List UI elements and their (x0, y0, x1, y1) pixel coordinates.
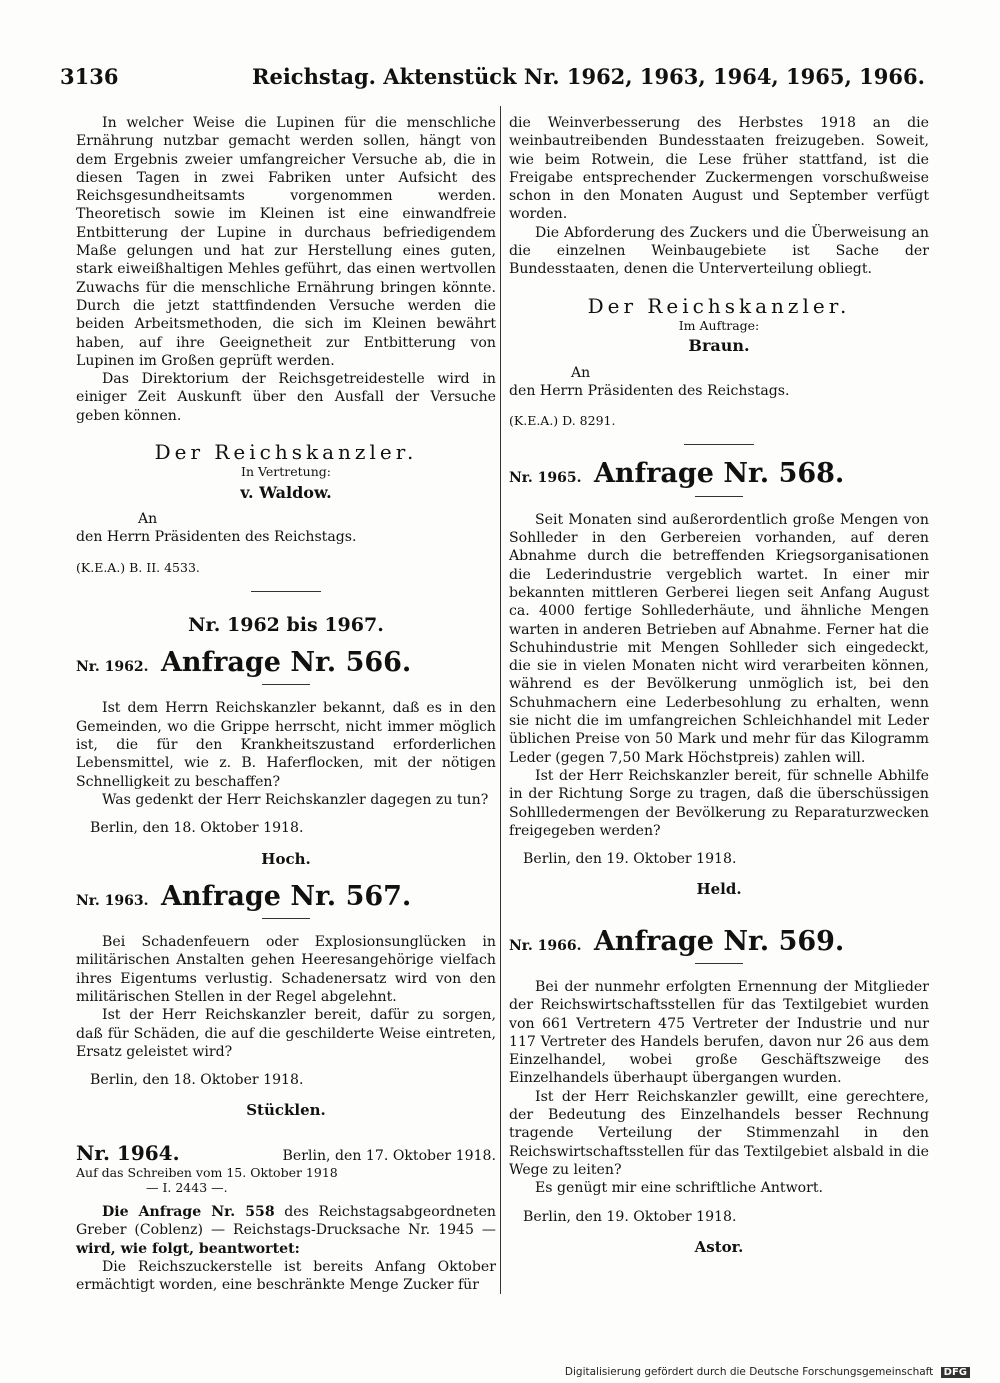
page-header (60, 64, 940, 94)
section-number: Nr. 1963. (76, 892, 149, 909)
reference-number: (K.E.A.) B. II. 4533. (76, 559, 200, 575)
reference-line: — I. 2443 —. (146, 1180, 228, 1196)
answer-bold: Die Anfrage Nr. 558 (102, 1204, 275, 1221)
section-heading-1965 (509, 458, 929, 490)
paragraph: die Weinverbesserung des Herbstes 1918 an die weinbautreibenden Bundesstaaten freizugeben. Soweit, wie beim Rotwein, die Lese früher stattfand, ist die Freigabe entsprechender Zuckermengen vorschußweise schon in den Monaten August und September verfügt worden. (509, 115, 929, 223)
signature-block (509, 293, 929, 356)
footer-credit (565, 1366, 970, 1378)
date-line: Berlin, den 19. Oktober 1918. (523, 1208, 737, 1225)
signature-role: In Vertretung: (241, 464, 331, 480)
section-title: Anfrage Nr. 566. (160, 647, 412, 679)
signature-title: Der Reichskanzler. (587, 293, 851, 318)
section-number: Nr. 1964. (76, 1140, 180, 1165)
page-number: 3136 (60, 64, 119, 89)
footer-text: Digitalisierung gefördert durch die Deutsche Forschungsgemeinschaft (564, 1366, 934, 1378)
signer-name: Stücklen. (246, 1101, 326, 1120)
signature-name: v. Waldow. (240, 482, 332, 502)
section-heading-1964 (76, 1140, 496, 1165)
paragraph: Ist der Herr Reichskanzler bereit, dafür zu sorgen, daß für Schäden, die auf die geschilderte Weise eintreten, Ersatz geleistet wird? (76, 1007, 496, 1060)
paragraph: Es genügt mir eine schriftliche Antwort. (535, 1180, 823, 1197)
signature-title: Der Reichskanzler. (154, 440, 418, 465)
left-column (76, 114, 496, 1295)
signer-name: Astor. (694, 1237, 744, 1256)
paragraph: Was gedenkt der Herr Reichskanzler dagegen zu tun? (102, 791, 489, 808)
section-number: Nr. 1966. (509, 937, 582, 954)
section-title: Anfrage Nr. 568. (593, 458, 845, 490)
answer-paragraph (76, 1203, 496, 1258)
paragraph: Das Direktorium der Reichsgetreidestelle wird in einiger Zeit Auskunft über den Ausfall der Versuche geben können. (76, 371, 496, 424)
paragraph: Ist der Herr Reichskanzler gewillt, eine gerechtere, der Bedeutung des Einzelhandels besser Rechnung tragende Verteilung der Stimmenzahl in den Reichswirtschaftsstellen für das Textilgebiet alsbald in die Wege zu leiten? (509, 1088, 929, 1178)
paragraph: Die Abforderung des Zuckers und die Überweisung an die einzelnen Weinbaugebiete ist Sache der Bundesstaaten, denen die Unterverteilung obliegt. (509, 224, 929, 278)
address-an: An (571, 364, 591, 381)
section-number: Nr. 1965. (509, 470, 582, 487)
answer-bold: wird, wie folgt, beantwortet: (76, 1240, 300, 1257)
answer-text: des Reichstagsabgeordneten Greber (Coblenz) — Reichstags-Drucksache Nr. 1945 — (76, 1204, 496, 1239)
separator-rule (262, 684, 310, 685)
right-column (509, 114, 929, 1256)
paragraph: Seit Monaten sind außerordentlich große Mengen von Sohlleder in den Gerbereien vorhanden, auf deren Abnahme durch die betreffenden Kriegsorganisationen die Lederindustrie vergeblich wartet. In einer mir bekannten mittleren Gerberei liegen seit Anfang August ca. 4000 fertige Sohllederhäute, und ähnliche Mengen warten in anderen Betrieben auf Abnahme. Ferner hat die Schuhindustrie mit Mengen Sohlleder sich eingedeckt, die sie in vielen Monaten nicht wird verarbeiten können, während es der Bevölkerung unmöglich ist, bei den Schuhmachern eine Lederbesohlung zu erhalten, wenn sie nicht die im umfangreichen Schleichhandel mit Leder üblichen Preise von 50 Mark und mehr für das Kilogramm Leder (gegen 7,50 Mark Höchstpreis) zahlen will. (509, 511, 929, 766)
paragraph: Bei Schadenfeuern oder Explosionsunglücken in militärischen Anstalten gehen Heeresangehörige vielfach ihres Eigentums verlustig. Schadenersatz wird von den militärischen Stellen in der Regel abgelehnt. (76, 934, 496, 1005)
section-number: Nr. 1962. (76, 659, 149, 676)
paragraph: Die Reichszuckerstelle ist bereits Anfang Oktober ermächtigt worden, eine beschränkte Menge Zucker für (76, 1258, 496, 1294)
reference-line: Auf das Schreiben vom 15. Oktober 1918 (76, 1165, 338, 1181)
date-line: Berlin, den 18. Oktober 1918. (90, 820, 304, 837)
column-divider (500, 106, 501, 1294)
signer-name: Hoch. (261, 849, 311, 868)
separator-rule (695, 963, 743, 964)
section-title: Anfrage Nr. 569. (593, 925, 845, 957)
paragraph: Ist dem Herrn Reichskanzler bekannt, daß es in den Gemeinden, wo die Grippe herrscht, nicht immer möglich ist, die für den Krankheitszustand erforderlichen Lebensmittel, wie z. B. Haferflocken, mit der nötigen Schnelligkeit zu beschaffen? (76, 700, 496, 790)
date-line: Berlin, den 19. Oktober 1918. (523, 851, 737, 868)
addressee: den Herrn Präsidenten des Reichstags. (76, 529, 357, 546)
date-line: Berlin, den 18. Oktober 1918. (90, 1072, 304, 1089)
address-an: An (138, 510, 158, 527)
running-head: Reichstag. Aktenstück Nr. 1962, 1963, 1964, 1965, 1966. (252, 64, 925, 89)
addressee: den Herrn Präsidenten des Reichstags. (509, 382, 790, 399)
separator-rule (684, 444, 754, 445)
signature-block (76, 440, 496, 502)
paragraph: In welcher Weise die Lupinen für die menschliche Ernährung nutzbar gemacht werden sollen, hängt von dem Ergebnis zweier umfangreicher Versuche ab, die in diesen Tagen in zwei Fabriken unter Aufsicht des Reichsgesundheitsamts vorgenommen werden. Theoretisch sowie im Kleinen ist eine einwandfreie Entbitterung der Lupine in durchaus befriedigendem Maße gelungen und hat zur Herstellung eines guten, stark eiweißhaltigen Mehles geführt, das einen wertvollen Zuwachs für die menschliche Ernährung bringen könnte. Durch die jetzt stattfindenden Versuche werden die beiden Arbeitsmethoden, die sich im Kleinen bewährt haben, auf ihre Geeignetheit zur Entbitterung von Lupinen im Großen geprüft werden. (76, 115, 496, 369)
dfg-logo: DFG (941, 1367, 970, 1378)
signature-name: Braun. (688, 336, 750, 356)
section-heading-1966 (509, 925, 929, 957)
signature-role: Im Auftrage: (678, 317, 760, 333)
paragraph: Bei der nunmehr erfolgten Ernennung der Mitglieder der Reichswirtschaftsstellen für das Textilgebiet wurden von 661 Vertretern 475 Vertreter der Industrie und nur 117 Vertreter des Handels berufen, davon nur 26 aus dem Einzelhandel, wobei große Geschäftszweige des Einzelhandels überhaupt übergangen wurden. (509, 978, 929, 1087)
date-line: Berlin, den 17. Oktober 1918. (282, 1147, 496, 1164)
signer-name: Held. (696, 880, 742, 899)
separator-rule (262, 918, 310, 919)
reference-number: (K.E.A.) D. 8291. (509, 413, 616, 429)
section-heading-1963 (76, 880, 496, 912)
paragraph: Ist der Herr Reichskanzler bereit, für schnelle Abhilfe in der Richtung Sorge zu tragen, daß die überschüssigen Sohllledermengen der Bevölkerung zu Reparaturzwecken freigegeben werden? (509, 767, 929, 839)
range-title: Nr. 1962 bis 1967. (188, 613, 384, 636)
separator-rule (251, 591, 321, 592)
section-title: Anfrage Nr. 567. (160, 880, 412, 912)
separator-rule (695, 496, 743, 497)
section-heading-1962 (76, 647, 496, 679)
